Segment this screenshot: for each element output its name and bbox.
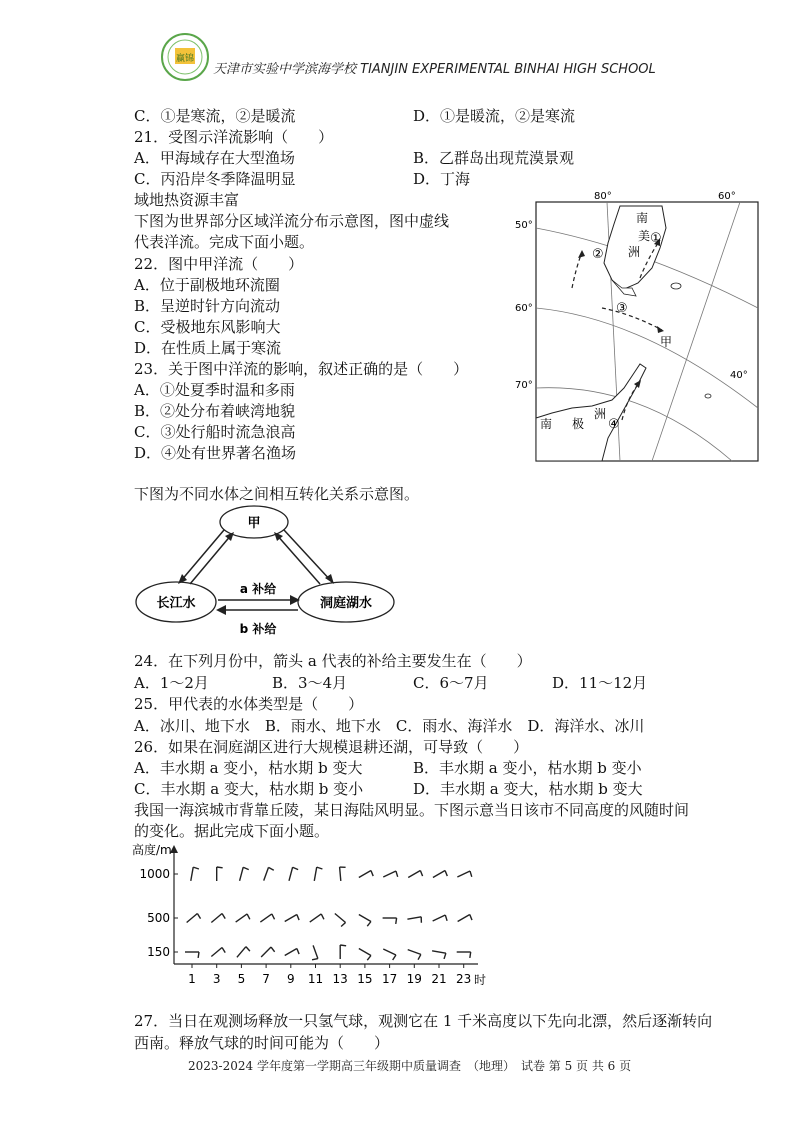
q22-option-c: C．受极地东风影响大 bbox=[134, 318, 281, 336]
wind-barb bbox=[383, 871, 397, 877]
q24-option-a: A．1～2月 bbox=[134, 674, 209, 692]
current-label-2: ② bbox=[592, 247, 604, 262]
current-label-1: ① bbox=[650, 231, 662, 246]
label-nanji-ji: 极 bbox=[572, 417, 585, 431]
q21-option-d: D．丁海 bbox=[413, 170, 471, 188]
wind-barb bbox=[407, 917, 421, 923]
label-mei: 美 bbox=[638, 229, 651, 243]
node-jia-label: 甲 bbox=[247, 516, 261, 531]
arrow-b-label: b 补给 bbox=[239, 622, 277, 636]
wind-barb bbox=[260, 914, 274, 922]
arrow-a-label: a 补给 bbox=[239, 582, 277, 596]
current-label-3: ③ bbox=[616, 301, 628, 316]
node-yangtze-label: 长江水 bbox=[156, 596, 196, 611]
q23-option-b: B．②处分布着峡湾地貌 bbox=[134, 402, 296, 420]
q22-stem: 22．图中甲洋流（ ） bbox=[134, 255, 304, 273]
q23-option-d: D．④处有世界著名渔场 bbox=[134, 444, 297, 462]
map-intro-line2: 代表洋流。完成下面小题。 bbox=[134, 233, 315, 251]
lat-label-60: 60° bbox=[515, 303, 533, 314]
node-dongting-label: 洞庭湖水 bbox=[319, 596, 373, 611]
water-cycle-diagram bbox=[132, 500, 402, 646]
q22-option-d: D．在性质上属于寒流 bbox=[134, 339, 282, 357]
x-tick-label: 13 bbox=[332, 972, 348, 986]
wind-intro-line1: 我国一海滨城市背靠丘陵，某日海陆风明显。下图示意当日该市不同高度的风随时间 bbox=[134, 801, 690, 819]
wind-barb bbox=[289, 867, 298, 881]
q21-option-d-cont: 域地热资源丰富 bbox=[134, 191, 240, 209]
wind-barb bbox=[217, 867, 223, 881]
wind-barb bbox=[359, 949, 371, 961]
wind-barb bbox=[310, 914, 324, 922]
chart-y-title: 高度/m bbox=[132, 843, 172, 857]
y-tick-label: 150 bbox=[147, 945, 170, 959]
wind-barb bbox=[458, 915, 472, 922]
q24-option-d: D．11～12月 bbox=[552, 674, 648, 692]
x-tick-label: 1 bbox=[188, 972, 196, 986]
ocean-current-map bbox=[512, 188, 762, 464]
island-1 bbox=[671, 283, 681, 289]
q25-stem: 25．甲代表的水体类型是（ ） bbox=[134, 695, 364, 713]
q21-stem: 21．受图示洋流影响（ ） bbox=[134, 128, 334, 146]
water-intro: 下图为不同水体之间相互转化关系示意图。 bbox=[134, 485, 420, 503]
q24-option-b: B．3～4月 bbox=[272, 674, 348, 692]
q21-option-a: A．甲海域存在大型渔场 bbox=[134, 149, 295, 167]
wind-barb bbox=[432, 951, 446, 959]
wind-barb bbox=[433, 915, 447, 921]
wind-barb bbox=[264, 867, 274, 880]
lon-label-60: 60° bbox=[718, 191, 736, 202]
q27-line2: 西南。释放气球的时间可能为（ ） bbox=[134, 1034, 390, 1052]
wind-barb bbox=[383, 949, 396, 960]
wind-barb bbox=[340, 867, 346, 881]
page-footer: 2023-2024 学年度第一学期高三年级期中质量调查 （地理） 试卷 第 5 页 共 6 页 bbox=[188, 1059, 632, 1073]
wind-barb bbox=[211, 914, 225, 923]
q23-option-a: A．①处夏季时温和多雨 bbox=[134, 381, 295, 399]
q22-option-a: A．位于副极地环流圈 bbox=[134, 276, 280, 294]
wind-barb bbox=[261, 947, 274, 957]
wind-barbs bbox=[185, 867, 472, 960]
logo-text: 赢锦 bbox=[175, 54, 195, 64]
q20-option-d: D．①是暖流，②是寒流 bbox=[413, 107, 576, 125]
arrow-jia-to-yangtze bbox=[180, 530, 224, 582]
wind-barb bbox=[457, 952, 471, 958]
wind-barb bbox=[383, 918, 397, 924]
wind-barb bbox=[185, 952, 199, 958]
x-tick-label: 15 bbox=[357, 972, 373, 986]
current-label-jia: 甲 bbox=[660, 335, 673, 349]
wind-barb bbox=[285, 915, 299, 922]
school-name: 天津市实验中学滨海学校 TIANJIN EXPERIMENTAL BINHAI HIGH SCHOOL bbox=[213, 62, 656, 77]
chart-x-unit: 时 bbox=[474, 973, 487, 987]
map-intro-line1: 下图为世界部分区域洋流分布示意图，图中虚线 bbox=[134, 212, 450, 230]
y-tick-label: 500 bbox=[147, 911, 170, 925]
wind-barb bbox=[340, 945, 346, 959]
q26-option-b: B．丰水期 a 变小，枯水期 b 变小 bbox=[413, 759, 642, 777]
arrow-dongting-to-jia bbox=[276, 534, 320, 584]
wind-barb bbox=[237, 947, 250, 958]
current-label-4: ④ bbox=[608, 417, 620, 432]
x-tick-label: 11 bbox=[307, 972, 324, 986]
wind-barb bbox=[457, 871, 471, 877]
wind-barb bbox=[187, 914, 201, 923]
y-tick-label: 1000 bbox=[139, 867, 170, 881]
q23-option-c: C．③处行船时流急浪高 bbox=[134, 423, 296, 441]
wind-barb bbox=[408, 950, 421, 960]
wind-barb bbox=[314, 867, 322, 881]
school-logo bbox=[160, 32, 210, 82]
x-tick-label: 7 bbox=[262, 972, 270, 986]
wind-barb bbox=[240, 867, 249, 881]
wind-barb bbox=[359, 871, 373, 878]
wind-barb bbox=[211, 948, 225, 957]
wind-intro-line2: 的变化。据此完成下面小题。 bbox=[134, 822, 330, 840]
x-tick-label: 9 bbox=[286, 972, 295, 986]
x-tick-label: 17 bbox=[381, 972, 398, 986]
label-nanji-nan: 南 bbox=[540, 417, 553, 431]
x-tick-label: 21 bbox=[431, 972, 447, 986]
lon-label-40: 40° bbox=[730, 370, 748, 381]
wind-barb bbox=[359, 915, 371, 927]
q24-option-c: C．6～7月 bbox=[413, 674, 489, 692]
label-nan: 南 bbox=[636, 211, 649, 225]
arrow-yangtze-to-jia bbox=[190, 534, 232, 584]
lat-label-70: 70° bbox=[515, 380, 533, 391]
wind-barb bbox=[312, 945, 318, 959]
q20-option-c: C．①是寒流，②是暖流 bbox=[134, 107, 296, 125]
label-nanji-zhou: 洲 bbox=[594, 407, 607, 421]
q26-stem: 26．如果在洞庭湖区进行大规模退耕还湖，可导致（ ） bbox=[134, 738, 529, 756]
wind-barb bbox=[236, 914, 250, 922]
lat-label-50: 50° bbox=[515, 220, 533, 231]
arrow-jia-to-dongting bbox=[284, 530, 332, 582]
x-tick-label: 23 bbox=[456, 972, 472, 986]
wind-barb bbox=[335, 914, 346, 927]
q27-line1: 27．当日在观测场释放一只氢气球，观测它在 1 千米高度以下先向北漂，然后逐渐转向 bbox=[134, 1012, 713, 1030]
q21-option-c: C．丙沿岸冬季降温明显 bbox=[134, 170, 296, 188]
q26-option-c: C．丰水期 a 变大，枯水期 b 变小 bbox=[134, 780, 364, 798]
q26-option-a: A．丰水期 a 变小，枯水期 b 变大 bbox=[134, 759, 363, 777]
wind-barb-chart bbox=[128, 840, 512, 992]
wind-barb bbox=[285, 949, 299, 956]
q22-option-b: B．呈逆时针方向流动 bbox=[134, 297, 281, 315]
wind-barb bbox=[191, 867, 199, 881]
lon-label-80: 80° bbox=[594, 191, 612, 202]
label-zhou: 洲 bbox=[628, 245, 641, 259]
x-tick-label: 5 bbox=[237, 972, 246, 986]
x-tick-label: 3 bbox=[212, 972, 221, 986]
wind-barb bbox=[408, 871, 422, 878]
q21-option-b: B．乙群岛出现荒漠景观 bbox=[413, 149, 575, 167]
q25-options: A．冰川、地下水 B．雨水、地下水 C．雨水、海洋水 D．海洋水、冰川 bbox=[134, 717, 645, 735]
island-2 bbox=[705, 394, 711, 398]
x-tick-label: 19 bbox=[406, 972, 422, 986]
wind-barb bbox=[433, 871, 447, 878]
q24-stem: 24．在下列月份中，箭头 a 代表的补给主要发生在（ ） bbox=[134, 652, 532, 670]
q26-option-d: D．丰水期 a 变大，枯水期 b 变大 bbox=[413, 780, 643, 798]
q23-stem: 23．关于图中洋流的影响，叙述正确的是（ ） bbox=[134, 360, 469, 378]
